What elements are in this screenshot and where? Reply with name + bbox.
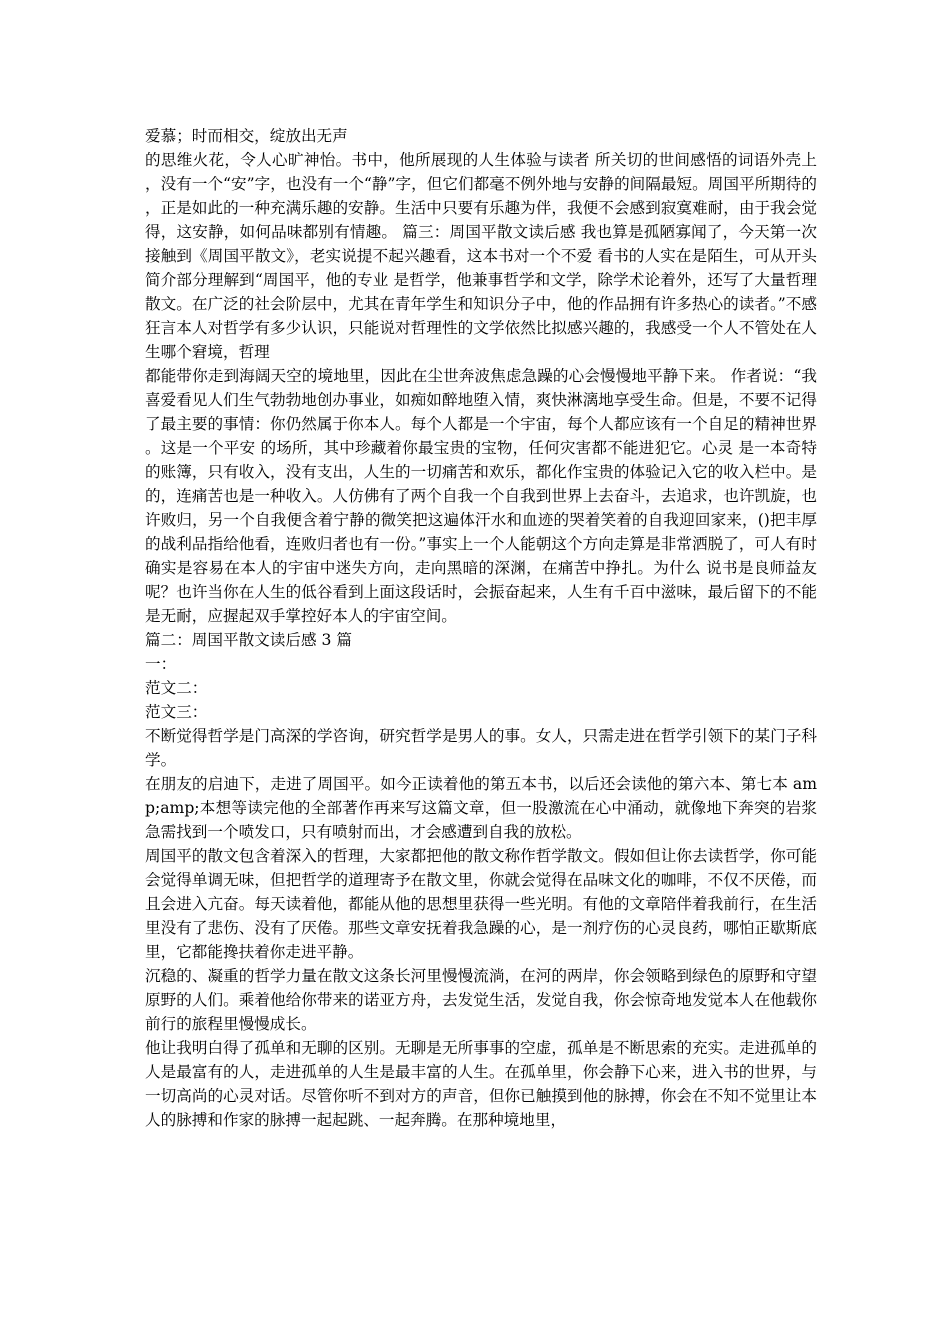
paragraph-author-quote: 都能带你走到海阔天空的境地里，因此在尘世奔波焦虑急躁的心会慢慢地平静下来。 作者说：“我喜爱看见人们生气勃勃地创办事业，如痴如醉地堕入情，爽快淋漓地享受生命。但是，不要不记得了最主要的事情：你仍然属于你本人。每个人都是一个宇宙，每个人都应该有一个自足的精神世界。这是一个平安 的场所，其中珍藏着你最宝贵的宝物，任何灾害都不能进犯它。心灵 是一本奇特的账簿，只有收入，没有支出，人生的一切痛苦和欢乐，都化作宝贵的体验记入它的收入栏中。是的，连痛苦也是一种收入。人仿佛有了两个自我一个自我到世界上去奋斗，去追求，也许凯旋，也许败归，另一个自我便含着宁静的微笑把这遍体汗水和血迹的哭着笑着的自我迎回家来，()把丰厚的战利品指给他看，连败归者也有一份。”事实上一个人能朝这个方向走算是非常洒脱了，可人有时确实是容易在本人的宇宙中迷失方向，走向黑暗的深渊，在痛苦中挣扎。为什么 说书是良师益友呢？也许当你在人生的低谷看到上面这段话时，会振奋起来，人生有千百中滋味，最后留下的不能是无耐，应握起双手掌控好本人的宇宙空间。 [145, 367, 817, 625]
paragraph-philosophical-prose: 周国平的散文包含着深入的哲理，大家都把他的散文称作哲学散文。假如但让你去读哲学，你可能会觉得单调无味，但把哲学的道理寄予在散文里，你就会觉得在品味文化的咖啡，不仅不厌倦，而且会进入亢奋。每天读着他，都能从他的思想里获得一些光明。有他的文章陪伴着我前行，在生活里没有了悲伤、没有了厌倦。那些文章安抚着我急躁的心，是一剂疗伤的心灵良药，哪怕正歇斯底里，它都能搀扶着你走进平静。 [145, 847, 817, 961]
section-heading: 篇二：周国平散文读后感 3 篇 [145, 631, 352, 649]
document-body [145, 124, 817, 1132]
paragraph-philosophy-view: 不断觉得哲学是门高深的学咨询，研究哲学是男人的事。女人，只需走进在哲学引领下的某门子科学。 [145, 727, 817, 769]
paragraph-river-metaphor: 沉稳的、凝重的哲学力量在散文这条长河里慢慢流淌，在河的两岸，你会领略到绿色的原野和守望原野的人们。乘着他给你带来的诺亚方舟，去发觉生活，发觉自我，你会惊奇地发觉本人在他载你前行的旅程里慢慢成长。 [145, 967, 817, 1033]
paragraph-solitude: 他让我明白得了孤单和无聊的区别。无聊是无所事事的空虚，孤单是不断思索的充实。走进孤单的人是最富有的人，走进孤单的人生是最丰富的人生。在孤单里，你会静下心来，进入书的世界，与一切高尚的心灵对话。尽管你听不到对方的声音，但你已触摸到他的脉搏，你会在不知不觉里让本人的脉搏和作家的脉搏一起起跳、一起奔腾。在那种境地里， [145, 1039, 817, 1129]
paragraph-friend-inspiration: 在朋友的启迪下，走进了周国平。如今正读着他的第五本书，以后还会读他的第六本、第七本 amp;amp;本想等读完他的全部著作再来写这篇文章，但一股激流在心中涌动，就像地下奔突的岩浆急需找到一个喷发口，只有喷射而出，才会感遭到自我的放松。 [145, 775, 817, 841]
paragraph-label-sample-two: 范文二： [145, 679, 208, 697]
paragraph-fragment-intro: 爱慕；时而相交，绽放出无声 [145, 127, 348, 145]
paragraph-reading-reflection: 的思维火花，令人心旷神怡。书中，他所展现的人生体验与读者 所关切的世间感悟的词语外壳上，没有一个“安”字，也没有一个“静”字，但它们都毫不例外地与安静的间隔最短。周国平所期待的，正是如此的一种充满乐趣的安静。生活中只要有乐趣为伴，我便不会感到寂寞难耐，由于我会觉得，这安静，如何品味都别有情趣。 篇三：周国平散文读后感 我也算是孤陋寡闻了，今天第一次接触到《周国平散文》，老实说提不起兴趣看，这本书对一个不爱 看书的人实在是陌生，可从开头简介部分理解到“周国平，他的专业 是哲学，他兼事哲学和文学，除学术论着外，还写了大量哲理散文。在广泛的社会阶层中，尤其在青年学生和知识分子中，他的作品拥有许多热心的读者。”不感狂言本人对哲学有多少认识，只能说对哲理性的文学依然比拟感兴趣的，我感受一个人不管处在人生哪个窘境，哲理 [145, 151, 817, 361]
paragraph-label-one: 一： [145, 655, 177, 673]
paragraph-label-sample-three: 范文三： [145, 703, 208, 721]
